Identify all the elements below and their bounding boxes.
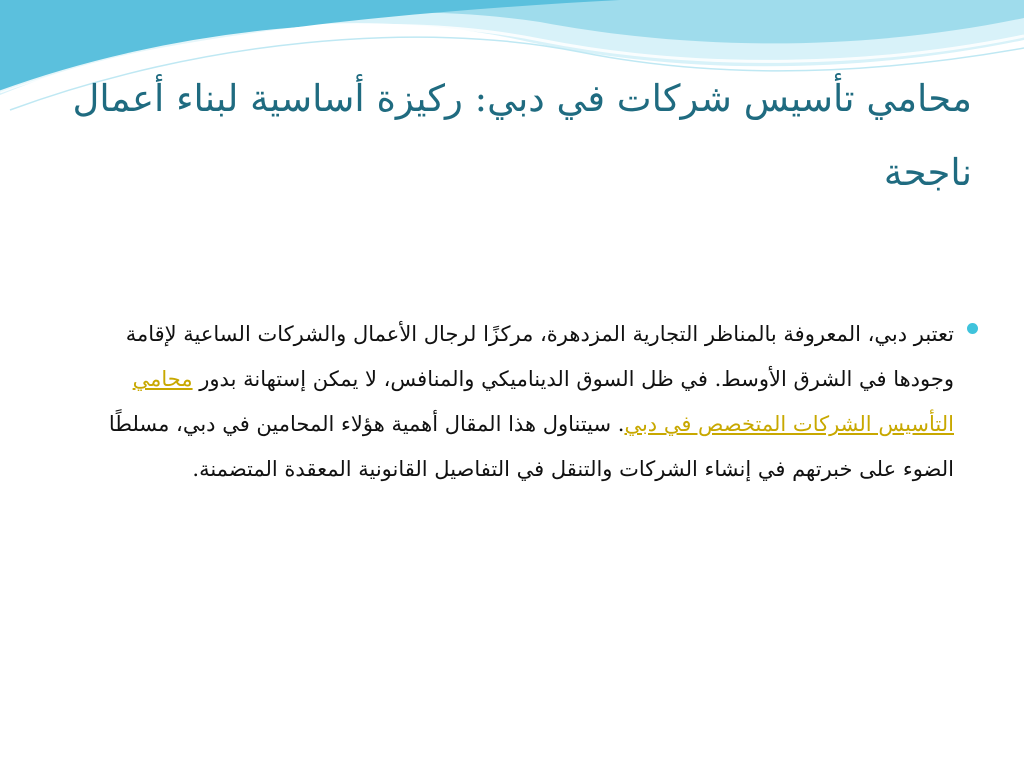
article-link[interactable]: محامي التأسيس الشركات المتخصص في دبي bbox=[132, 367, 954, 436]
slide-title: محامي تأسيس شركات في دبي: ركيزة أساسية لبناء أعمال ناجحة bbox=[72, 77, 972, 194]
slide-content bbox=[94, 312, 954, 492]
body-text-after-link: . سيتناول هذا المقال أهمية هؤلاء المحامين في دبي، مسلطًا الضوء على خبرتهم في إنشاء الشركات والتنقل في التفاصيل القانونية المعقدة المتضمنة. bbox=[108, 412, 954, 481]
bullet-point-icon bbox=[967, 323, 978, 334]
body-paragraph bbox=[94, 312, 954, 492]
body-text-before-link: تعتبر دبي، المعروفة بالمناظر التجارية المزدهرة، مركزًا لرجال الأعمال والشركات الساعية لإقامة وجودها في الشرق الأوسط. في ظل السوق الديناميكي والمنافس، لا يمكن إستهانة بدور bbox=[125, 322, 954, 391]
